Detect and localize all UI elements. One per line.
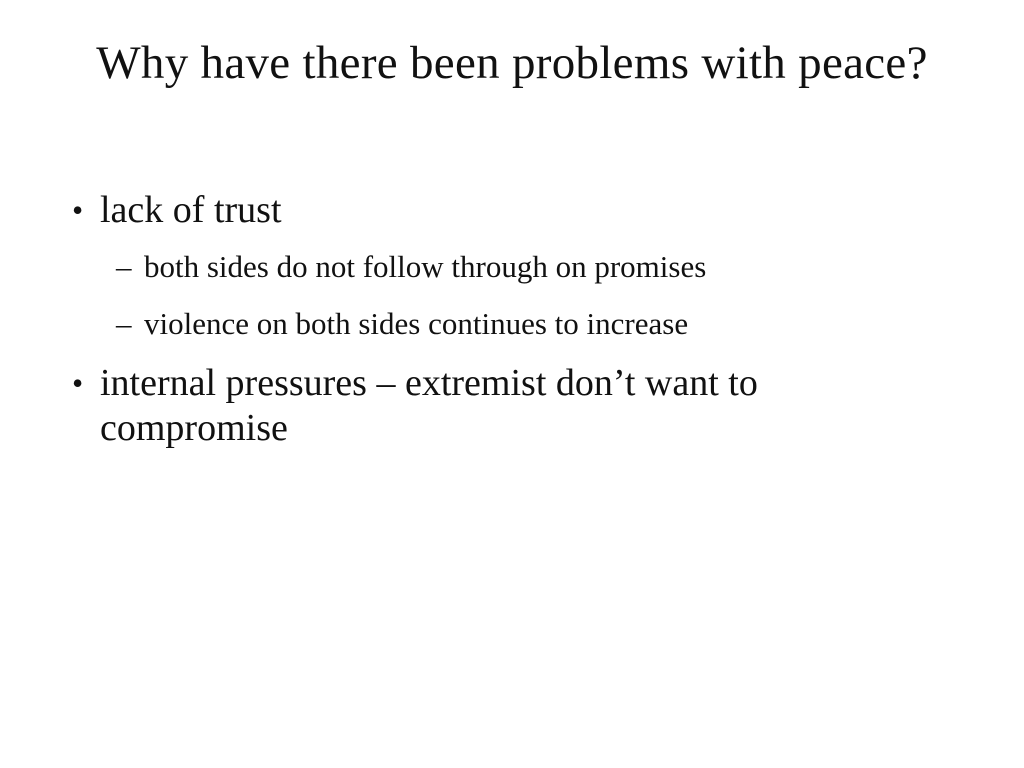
bullet-icon: • [72,192,84,228]
sub-bullet-item [72,304,932,344]
bullet-text: lack of trust [100,189,282,231]
bullet-item-internal-pressures [72,361,932,451]
dash-icon: – [116,306,132,341]
slide-title: Why have there been problems with peace? [96,37,928,89]
bullet-text: internal pressures – extremist don’t want to compromise [100,362,758,449]
sub-bullet-list [100,247,932,344]
bullet-item-lack-of-trust [72,188,932,344]
sub-bullet-text: both sides do not follow through on promises [144,249,707,284]
bullet-icon: • [72,365,84,401]
bullet-list [72,188,932,461]
sub-bullet-text: violence on both sides continues to increase [144,306,689,341]
sub-bullet-item [72,247,932,287]
dash-icon: – [116,249,132,284]
